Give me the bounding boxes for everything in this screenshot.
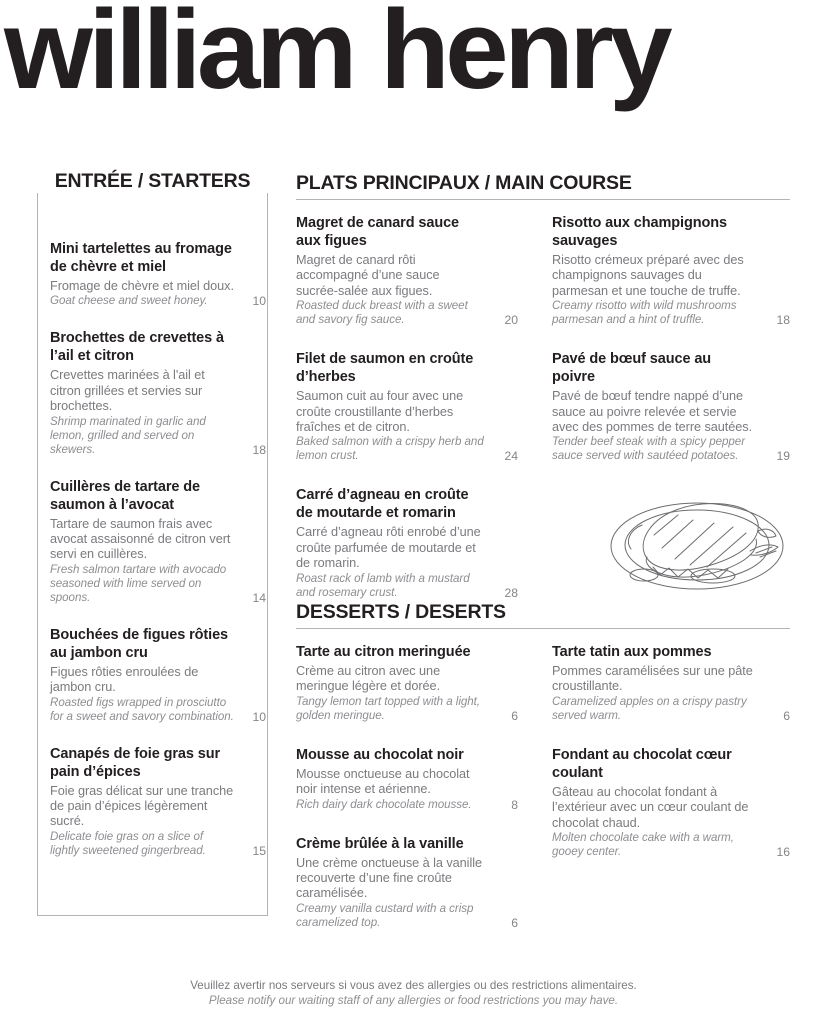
menu-item-description-fr: Magret de canard rôti accompagné d’une sauce sucrée-salée aux figues. xyxy=(296,253,440,298)
menu-item-description-en: Molten chocolate cake with a warm, gooey center. xyxy=(552,831,734,859)
main-course-left-column xyxy=(296,214,518,623)
menu-item-title: Tarte tatin aux pommes xyxy=(552,644,712,660)
menu-item xyxy=(50,745,266,858)
menu-item-description-en: Fresh salmon tartare with avocado seasoned with lime served on spoons. xyxy=(50,562,227,604)
menu-item-price: 6 xyxy=(511,915,518,930)
menu-item-description-fr: Fromage de chèvre et miel doux. xyxy=(50,279,234,293)
menu-item-description-en: Creamy risotto with wild mushrooms parmesan and a hint of truffle. xyxy=(552,299,737,327)
menu-item-description-fr: Crevettes marinées à l'ail et citron grillées et servies sur brochettes. xyxy=(50,368,205,414)
menu-item-title: Carré d’agneau en croûte de moutarde et romarin xyxy=(296,487,469,522)
menu-item-body xyxy=(50,745,266,858)
menu-item-price: 20 xyxy=(504,313,518,328)
menu-item-price: 6 xyxy=(783,708,790,723)
menu-item-description-fr: Gâteau au chocolat fondant à l’extérieur avec un cœur coulant de chocolat chaud. xyxy=(552,784,749,830)
menu-item-title: Mousse au chocolat noir xyxy=(296,746,464,763)
main-course-section-header: PLATS PRINCIPAUX / MAIN COURSE xyxy=(296,172,632,194)
menu-item-body xyxy=(296,643,518,723)
menu-item-description-fr: Risotto crémeux préparé avec des champignons sauvages du parmesan et une touche de truffe. xyxy=(552,253,744,298)
steak-plate-line-drawing-icon xyxy=(590,483,805,601)
menu-item-body xyxy=(296,835,518,930)
menu-item-title: Filet de saumon en croûte d’herbes xyxy=(296,351,474,386)
menu-item-body xyxy=(296,486,518,599)
menu-item-description-fr: Carré d’agneau rôti enrobé d’une croûte parfumée de moutarde et de romarin. xyxy=(296,525,481,571)
menu-item xyxy=(296,746,518,812)
menu-item xyxy=(296,214,518,327)
menu-item-description-en: Creamy vanilla custard with a crisp caramelized top. xyxy=(296,901,474,929)
menu-item xyxy=(552,746,790,859)
menu-item-description-fr: Pommes caramélisées sur une pâte croustillante. xyxy=(552,664,753,694)
menu-item-price: 10 xyxy=(252,709,266,724)
menu-item xyxy=(296,643,518,723)
menu-item-price: 18 xyxy=(776,313,790,328)
menu-item-title: Fondant au chocolat cœur coulant xyxy=(552,746,732,781)
menu-item-price: 15 xyxy=(252,843,266,858)
allergy-notice-fr: Veuillez avertir nos serveurs si vous avez des allergies ou des restrictions alimentaires. xyxy=(190,979,637,992)
menu-item-description-fr: Crème au citron avec une meringue légère et dorée. xyxy=(296,664,441,694)
desserts-left-column xyxy=(296,643,518,953)
menu-item-price: 6 xyxy=(511,708,518,723)
menu-item-body xyxy=(296,214,518,327)
menu-item-description-fr: Pavé de bœuf tendre nappé d’une sauce au poivre relevée et servie avec des pommes de terre sautées. xyxy=(552,389,753,435)
menu-item-title: Pavé de bœuf sauce au poivre xyxy=(552,351,712,386)
menu-item xyxy=(50,240,266,308)
menu-item-description-en: Rich dairy dark chocolate mousse. xyxy=(296,797,472,811)
menu-item-price: 28 xyxy=(504,585,518,600)
restaurant-name: william henry xyxy=(4,0,669,112)
menu-item xyxy=(296,350,518,463)
menu-item-body xyxy=(552,643,790,723)
menu-item-body xyxy=(296,350,518,463)
masthead xyxy=(0,0,827,120)
main-course-right-column xyxy=(552,214,790,486)
menu-item xyxy=(296,486,518,599)
menu-item-title: Risotto aux champignons sauvages xyxy=(552,215,727,249)
menu-item-description-fr: Mousse onctueuse au chocolat noir intense et aérienne. xyxy=(296,766,470,797)
menu-item-price: 19 xyxy=(776,449,790,464)
menu-item-body xyxy=(50,478,266,605)
menu-item-description-fr: Tartare de saumon frais avec avocat assaisonné de citron vert servi en cuillères. xyxy=(50,516,231,562)
menu-item-description-fr: Figues rôties enroulées de jambon cru. xyxy=(50,664,199,695)
menu-item-title: Brochettes de crevettes à l’ail et citron xyxy=(50,330,224,365)
menu-item-description-en: Delicate foie gras on a slice of lightly sweetened gingerbread. xyxy=(50,829,206,857)
menu-item-description-fr: Foie gras délicat sur une tranche de pain d’épices légèrement sucré. xyxy=(50,783,234,829)
menu-item-description-en: Caramelized apples on a crispy pastry served warm. xyxy=(552,694,747,722)
menu-item-description-en: Shrimp marinated in garlic and lemon, grilled and served on skewers. xyxy=(50,414,206,456)
menu-item-description-en: Tangy lemon tart topped with a light, golden meringue. xyxy=(296,694,480,722)
menu-item-description-fr: Une crème onctueuse à la vanille recouverte d’une fine croûte caramélisée. xyxy=(296,855,482,901)
menu-item-price: 18 xyxy=(252,442,266,457)
desserts-right-column xyxy=(552,643,790,882)
menu-item-body xyxy=(552,214,790,327)
menu-item-description-en: Roasted figs wrapped in prosciutto for a sweet and savory combination. xyxy=(50,695,234,723)
starters-section-header xyxy=(37,170,268,193)
menu-item-title: Mini tartelettes au fromage de chèvre et miel xyxy=(50,241,232,275)
menu-item-price: 24 xyxy=(504,449,518,464)
menu-item xyxy=(296,835,518,930)
menu-item-body xyxy=(50,626,266,724)
menu-item-description-en: Roasted duck breast with a sweet and savory fig sauce. xyxy=(296,299,468,327)
menu-item xyxy=(552,643,790,723)
desserts-section-header: DESSERTS / DESERTS xyxy=(296,601,506,623)
starters-item-list xyxy=(50,240,266,879)
menu-item-title: Bouchées de figues rôties au jambon cru xyxy=(50,626,228,661)
menu-item xyxy=(50,626,266,724)
menu-item-price: 14 xyxy=(252,590,266,605)
menu-item-description-fr: Saumon cuit au four avec une croûte croustillante d’herbes fraîches et de citron. xyxy=(296,389,464,435)
menu-item-body xyxy=(50,240,266,308)
menu-item xyxy=(50,478,266,605)
starters-section-header-label: ENTRÉE / STARTERS xyxy=(48,170,258,193)
menu-item-title: Crème brûlée à la vanille xyxy=(296,835,464,852)
desserts-rule xyxy=(296,628,790,629)
menu-item-price: 8 xyxy=(511,797,518,812)
menu-item-price: 10 xyxy=(252,294,266,309)
menu-item-description-en: Baked salmon with a crispy herb and lemon crust. xyxy=(296,435,484,463)
menu-item-title: Tarte au citron meringuée xyxy=(296,644,471,660)
menu-item-title: Canapés de foie gras sur pain d’épices xyxy=(50,745,221,780)
menu-item-description-en: Roast rack of lamb with a mustard and rosemary crust. xyxy=(296,571,470,599)
menu-item-body xyxy=(552,746,790,859)
allergy-notice xyxy=(0,978,827,1008)
menu-item-body xyxy=(296,746,518,812)
menu-item xyxy=(552,214,790,327)
menu-item xyxy=(552,350,790,463)
menu-item-title: Cuillères de tartare de saumon à l’avocat xyxy=(50,478,201,513)
main-course-rule xyxy=(296,199,790,200)
menu-item-body xyxy=(552,350,790,463)
menu-item-description-en: Tender beef steak with a spicy pepper sauce served with sautéed potatoes. xyxy=(552,435,746,463)
allergy-notice-en: Please notify our waiting staff of any allergies or food restrictions you may have. xyxy=(208,994,619,1007)
menu-item-body xyxy=(50,329,266,456)
menu-item xyxy=(50,329,266,456)
menu-item-title: Magret de canard sauce aux figues xyxy=(296,215,460,249)
menu-item-description-en: Goat cheese and sweet honey. xyxy=(50,294,208,308)
menu-item-price: 16 xyxy=(776,845,790,860)
